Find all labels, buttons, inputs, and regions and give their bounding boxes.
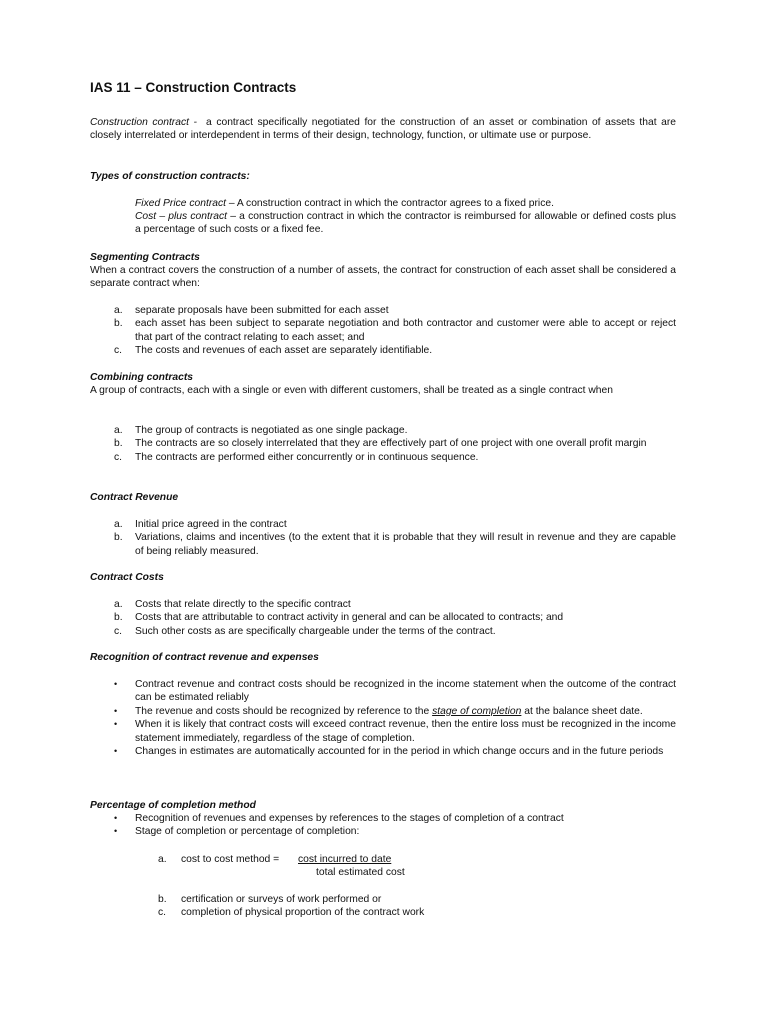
recognition-list	[90, 678, 676, 758]
list-marker: a.	[114, 519, 123, 530]
list-marker: a.	[114, 305, 123, 316]
list-marker: a.	[114, 599, 123, 610]
list-marker: b.	[114, 532, 123, 544]
text-segment: at the balance sheet date.	[521, 705, 643, 717]
formula-numerator: cost incurred to date	[298, 854, 392, 865]
fixed-price-item	[135, 197, 676, 210]
list-item-text: Costs that are attributable to contract activity in general and can be allocated to contracts; and	[135, 612, 564, 624]
percentage-heading: Percentage of completion method	[90, 800, 256, 811]
list-item-text: The group of contracts is negotiated as one single package.	[135, 425, 408, 436]
definition-term: Construction contract -	[90, 117, 197, 128]
list-item	[90, 317, 676, 344]
list-item	[90, 451, 676, 464]
bullet-marker: •	[114, 826, 118, 837]
list-item	[90, 531, 676, 558]
list-marker: b.	[114, 612, 123, 624]
cost-plus-text: – a construction contract in which the contractor is reimbursed for allowable or defined costs plus a percentage of such costs or a fixed fee.	[135, 211, 676, 236]
list-item-text: The costs and revenues of each asset are separately identifiable.	[135, 345, 433, 357]
bullet-marker: •	[114, 705, 118, 716]
definition-text: a contract specifically negotiated for the construction of an asset or combination of assets that are closely interrelated or interdependent in terms of their design, technology, function, or ultimate use or purpose.	[90, 117, 676, 142]
recognition-heading: Recognition of contract revenue and expenses	[90, 652, 319, 663]
list-marker: b.	[158, 894, 167, 905]
list-item-text: Such other costs as are specifically chargeable under the terms of the contract.	[135, 625, 496, 637]
formula-marker: a.	[158, 854, 167, 865]
list-item	[90, 705, 676, 718]
list-item-text: Contract revenue and contract costs should be recognized in the income statement when the outcome of the contract can be estimated reliably	[135, 679, 676, 704]
list-item-text	[135, 705, 676, 718]
costs-heading: Contract Costs	[90, 572, 164, 583]
cost-plus-term: Cost – plus contract	[135, 211, 228, 222]
cost-plus-item	[135, 210, 676, 237]
list-item-text: Variations, claims and incentives (to the extent that it is probable that they will result in revenue and they are capable of being reliably measured.	[135, 532, 676, 557]
list-item	[90, 812, 676, 825]
segmenting-list	[90, 304, 676, 358]
list-marker: b.	[114, 438, 123, 450]
bullet-marker: •	[114, 746, 118, 757]
bullet-marker: •	[114, 719, 118, 730]
stage-of-completion-emphasis: stage of completion	[432, 705, 522, 717]
formula-denominator: total estimated cost	[316, 867, 405, 878]
page-title: IAS 11 – Construction Contracts	[90, 80, 297, 95]
list-item	[90, 625, 676, 638]
combining-list	[90, 424, 676, 464]
list-item	[90, 611, 676, 624]
list-item-text: Costs that relate directly to the specific contract	[135, 599, 351, 610]
list-marker: a.	[114, 425, 123, 436]
list-item-text: Recognition of revenues and expenses by references to the stages of completion of a contract	[135, 813, 564, 824]
list-item	[90, 344, 676, 357]
list-item	[90, 437, 676, 450]
list-item-text: each asset has been subject to separate negotiation and both contractor and customer were able to accept or reject that part of the contract relating to each asset; and	[135, 318, 676, 343]
list-marker: c.	[114, 451, 123, 463]
list-item-text: Initial price agreed in the contract	[135, 519, 287, 530]
list-item-text: The contracts are so closely interrelated that they are effectively part of one project with one overall profit margin	[135, 438, 647, 450]
list-item	[90, 825, 676, 838]
definition-paragraph	[90, 116, 676, 143]
list-item-text: Changes in estimates are automatically accounted for in the period in which change occurs and in the future periods	[135, 746, 664, 758]
list-marker: c.	[114, 345, 123, 357]
text-segment: The revenue and costs should be recognized by reference to the	[135, 705, 433, 717]
segmenting-heading: Segmenting Contracts	[90, 252, 200, 263]
types-heading: Types of construction contracts:	[90, 171, 250, 182]
list-item-text: certification or surveys of work performed or	[181, 894, 382, 905]
revenue-heading: Contract Revenue	[90, 492, 179, 503]
list-marker: c.	[158, 907, 167, 918]
list-item	[90, 718, 676, 745]
combining-heading: Combining contracts	[90, 372, 193, 383]
list-item-text: Stage of completion or percentage of completion:	[135, 826, 360, 838]
list-item	[90, 424, 676, 437]
revenue-list	[90, 518, 676, 558]
costs-list	[90, 598, 676, 638]
list-item-text: completion of physical proportion of the contract work	[181, 907, 425, 918]
list-marker: b.	[114, 318, 123, 330]
list-item	[90, 745, 676, 758]
segmenting-intro: When a contract covers the construction of a number of assets, the contract for construction of each asset shall be considered a separate contract when:	[90, 265, 676, 290]
bullet-marker: •	[114, 813, 118, 823]
fixed-price-text: – A construction contract in which the contractor agrees to a fixed price.	[226, 198, 554, 209]
list-item	[90, 678, 676, 705]
list-item-text: When it is likely that contract costs will exceed contract revenue, then the entire loss must be recognized in the income statement immediately, regardless of the stage of completion.	[135, 719, 676, 744]
list-item-text: separate proposals have been submitted for each asset	[135, 305, 389, 316]
list-item	[90, 518, 676, 531]
list-item	[90, 598, 676, 611]
fixed-price-term: Fixed Price contract	[135, 198, 226, 209]
bullet-marker: •	[114, 679, 118, 689]
formula-label: cost to cost method =	[181, 854, 280, 865]
list-item	[90, 304, 676, 317]
combining-intro: A group of contracts, each with a single or even with different customers, shall be treated as a single contract when	[90, 385, 613, 396]
list-marker: c.	[114, 625, 123, 637]
list-item-text: The contracts are performed either concurrently or in continuous sequence.	[135, 451, 479, 463]
percentage-list	[90, 812, 676, 839]
